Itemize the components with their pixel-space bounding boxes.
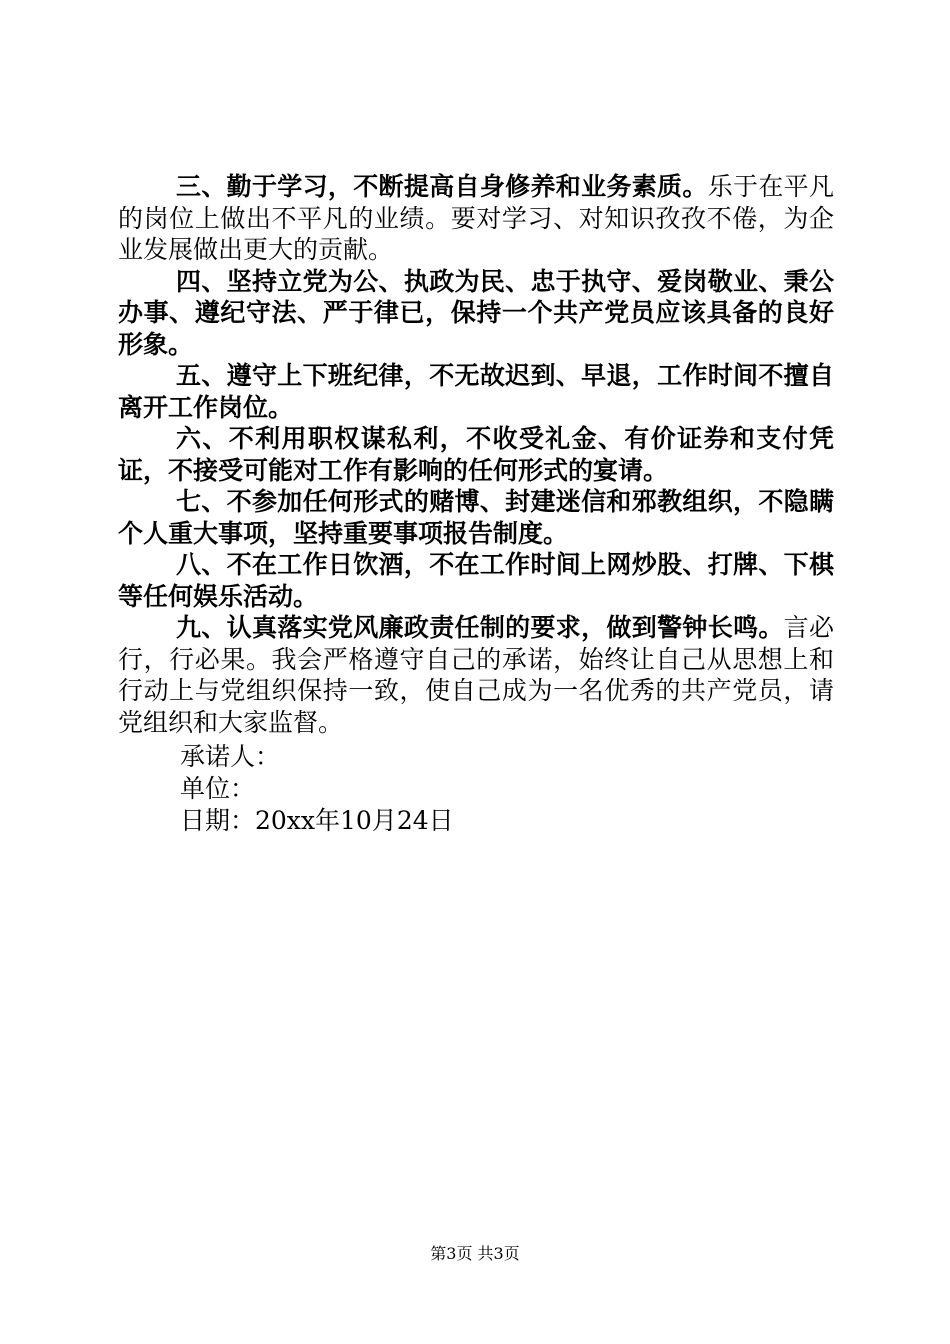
paragraph-3-text: 乐于在平凡的岗位上做出不平凡的业绩。要对学习、对知识孜孜不倦，为企业发展做出更大的贡献。 xyxy=(118,172,834,264)
paragraph-3 xyxy=(118,172,834,267)
paragraph-4-heading: 四、坚持立党为公、执政为民、忠于执守、爱岗敬业、秉公办事、遵纪守法、严于律已，保持一个共产党员应该具备的良好形象。 xyxy=(118,266,834,359)
paragraph-6-heading: 六、不利用职权谋私利，不收受礼金、有价证券和支付凭证，不接受可能对工作有影响的任何形式的宴请。 xyxy=(118,424,834,485)
paragraph-5 xyxy=(118,361,834,424)
signature-block xyxy=(118,741,834,837)
page-footer: 第3页 共3页 xyxy=(430,1244,520,1263)
paragraph-8-heading: 八、不在工作日饮酒，不在工作时间上网炒股、打牌、下棋等任何娱乐活动。 xyxy=(118,550,834,611)
paragraph-4 xyxy=(118,267,834,362)
paragraph-7-heading: 七、不参加任何形式的赌博、封建迷信和邪教组织，不隐瞒个人重大事项，坚持重要事项报告制度。 xyxy=(118,487,834,548)
paragraph-8 xyxy=(118,550,834,613)
paragraph-9-text: 言必行，行必果。我会严格遵守自己的承诺，始终让自己从思想上和行动上与党组织保持一致，使自己成为一名优秀的共产党员，请党组织和大家监督。 xyxy=(118,613,834,737)
date-label: 日期：20xx年10月24日 xyxy=(180,806,454,835)
paragraph-7 xyxy=(118,487,834,550)
promiser-label: 承诺人： xyxy=(180,742,281,771)
paragraph-9-heading: 九、认真落实党风廉政责任制的要求，做到警钟长鸣。 xyxy=(176,613,784,642)
unit-label: 单位： xyxy=(180,774,256,803)
paragraph-9 xyxy=(118,613,834,739)
document-body xyxy=(118,172,834,837)
paragraph-3-heading: 三、勤于学习，不断提高自身修养和业务素质。 xyxy=(176,172,708,201)
paragraph-5-heading: 五、遵守上下班纪律，不无故迟到、早退，工作时间不擅自离开工作岗位。 xyxy=(118,361,834,422)
paragraph-6 xyxy=(118,424,834,487)
